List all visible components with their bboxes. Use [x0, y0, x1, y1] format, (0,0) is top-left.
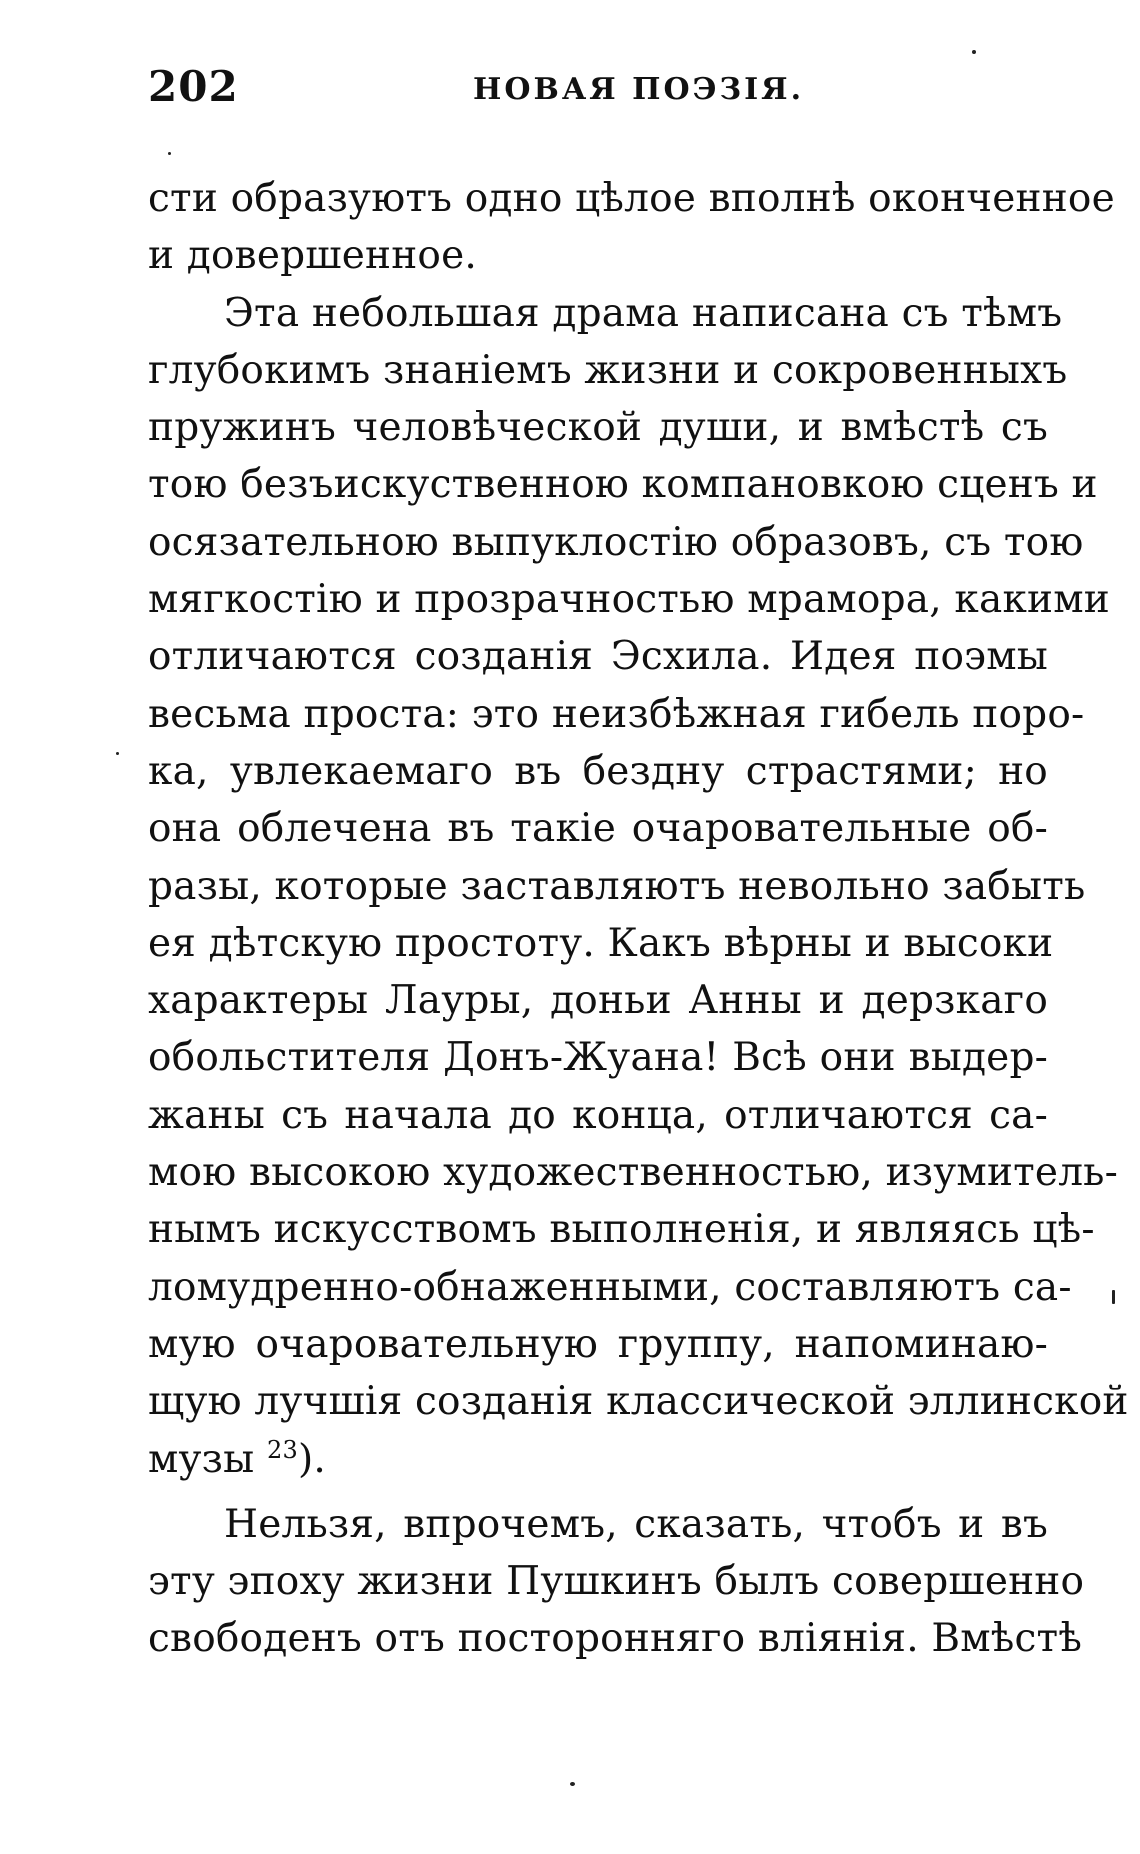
- scan-speck: [1112, 1290, 1115, 1304]
- scan-speck: [116, 752, 119, 755]
- text-line: разы, которые заставляютъ невольно забыть: [148, 863, 1086, 909]
- footnote-reference: 23: [267, 1435, 298, 1464]
- paragraph-2: [148, 285, 1129, 1488]
- text-line-final-words: музы: [148, 1436, 255, 1482]
- text-line: и довершенное.: [148, 233, 477, 279]
- footnote-tail: ).: [297, 1436, 326, 1482]
- text-line: глубокимъ знаніемъ жизни и сокровенныхъ: [148, 347, 1068, 393]
- text-line: весьма проста: это неизбѣжная гибель поро-: [148, 691, 1085, 737]
- text-line: щую лучшія созданія классической эллинской: [148, 1379, 1129, 1425]
- paragraph-gap: [148, 1488, 1048, 1496]
- scan-speck: [972, 50, 976, 54]
- text-line: эту эпоху жизни Пушкинъ былъ совершенно: [148, 1559, 1085, 1605]
- text-line: она облечена въ такіе очаровательные об-: [148, 806, 1048, 852]
- running-title: НОВАЯ ПОЭЗІЯ.: [473, 72, 805, 107]
- text-line: пружинъ человѣческой души, и вмѣстѣ съ: [148, 405, 1048, 451]
- text-line: Нельзя, впрочемъ, сказать, чтобъ и въ: [224, 1501, 1048, 1547]
- text-line: ка, увлекаемаго въ бездну страстями; но: [148, 748, 1048, 794]
- text-line: мую очаровательную группу, напоминаю-: [148, 1321, 1048, 1367]
- text-line: нымъ искусствомъ выполненія, и являясь цѣ-: [148, 1207, 1095, 1253]
- text-line-final: [148, 1431, 1048, 1488]
- text-line: сти образуютъ одно цѣлое вполнѣ оконченное: [148, 176, 1115, 221]
- text-line: обольстителя Донъ-Жуана! Всѣ они выдер-: [148, 1035, 1048, 1081]
- text-line: мягкостію и прозрачностью мрамора, какими: [148, 577, 1110, 623]
- scan-speck: [168, 152, 171, 155]
- body-text: [148, 170, 1129, 1668]
- scan-speck: [570, 1782, 575, 1786]
- text-line: ломудренно-обнаженными, составляютъ са-: [148, 1264, 1072, 1310]
- text-line: ея дѣтскую простоту. Какъ вѣрны и высоки: [148, 920, 1054, 966]
- paragraph-1: [148, 170, 1115, 285]
- text-line: свободенъ отъ посторонняго вліянія. Вмѣстѣ: [148, 1616, 1083, 1662]
- page-number: 202: [148, 62, 239, 111]
- text-line: осязательною выпуклостію образовъ, съ тою: [148, 519, 1084, 565]
- paragraph-3: [148, 1496, 1085, 1668]
- text-line: характеры Лауры, доньи Анны и дерзкаго: [148, 978, 1048, 1024]
- page-header: [148, 62, 1048, 122]
- text-line: тою безъискуственною компановкою сценъ и: [148, 462, 1098, 508]
- text-line: Эта небольшая драма написана съ тѣмъ: [224, 290, 1063, 336]
- text-line: мою высокою художественностью, изумитель-: [148, 1150, 1118, 1196]
- text-line: отличаются созданія Эсхила. Идея поэмы: [148, 634, 1048, 680]
- text-line: жаны съ начала до конца, отличаются са-: [148, 1092, 1048, 1138]
